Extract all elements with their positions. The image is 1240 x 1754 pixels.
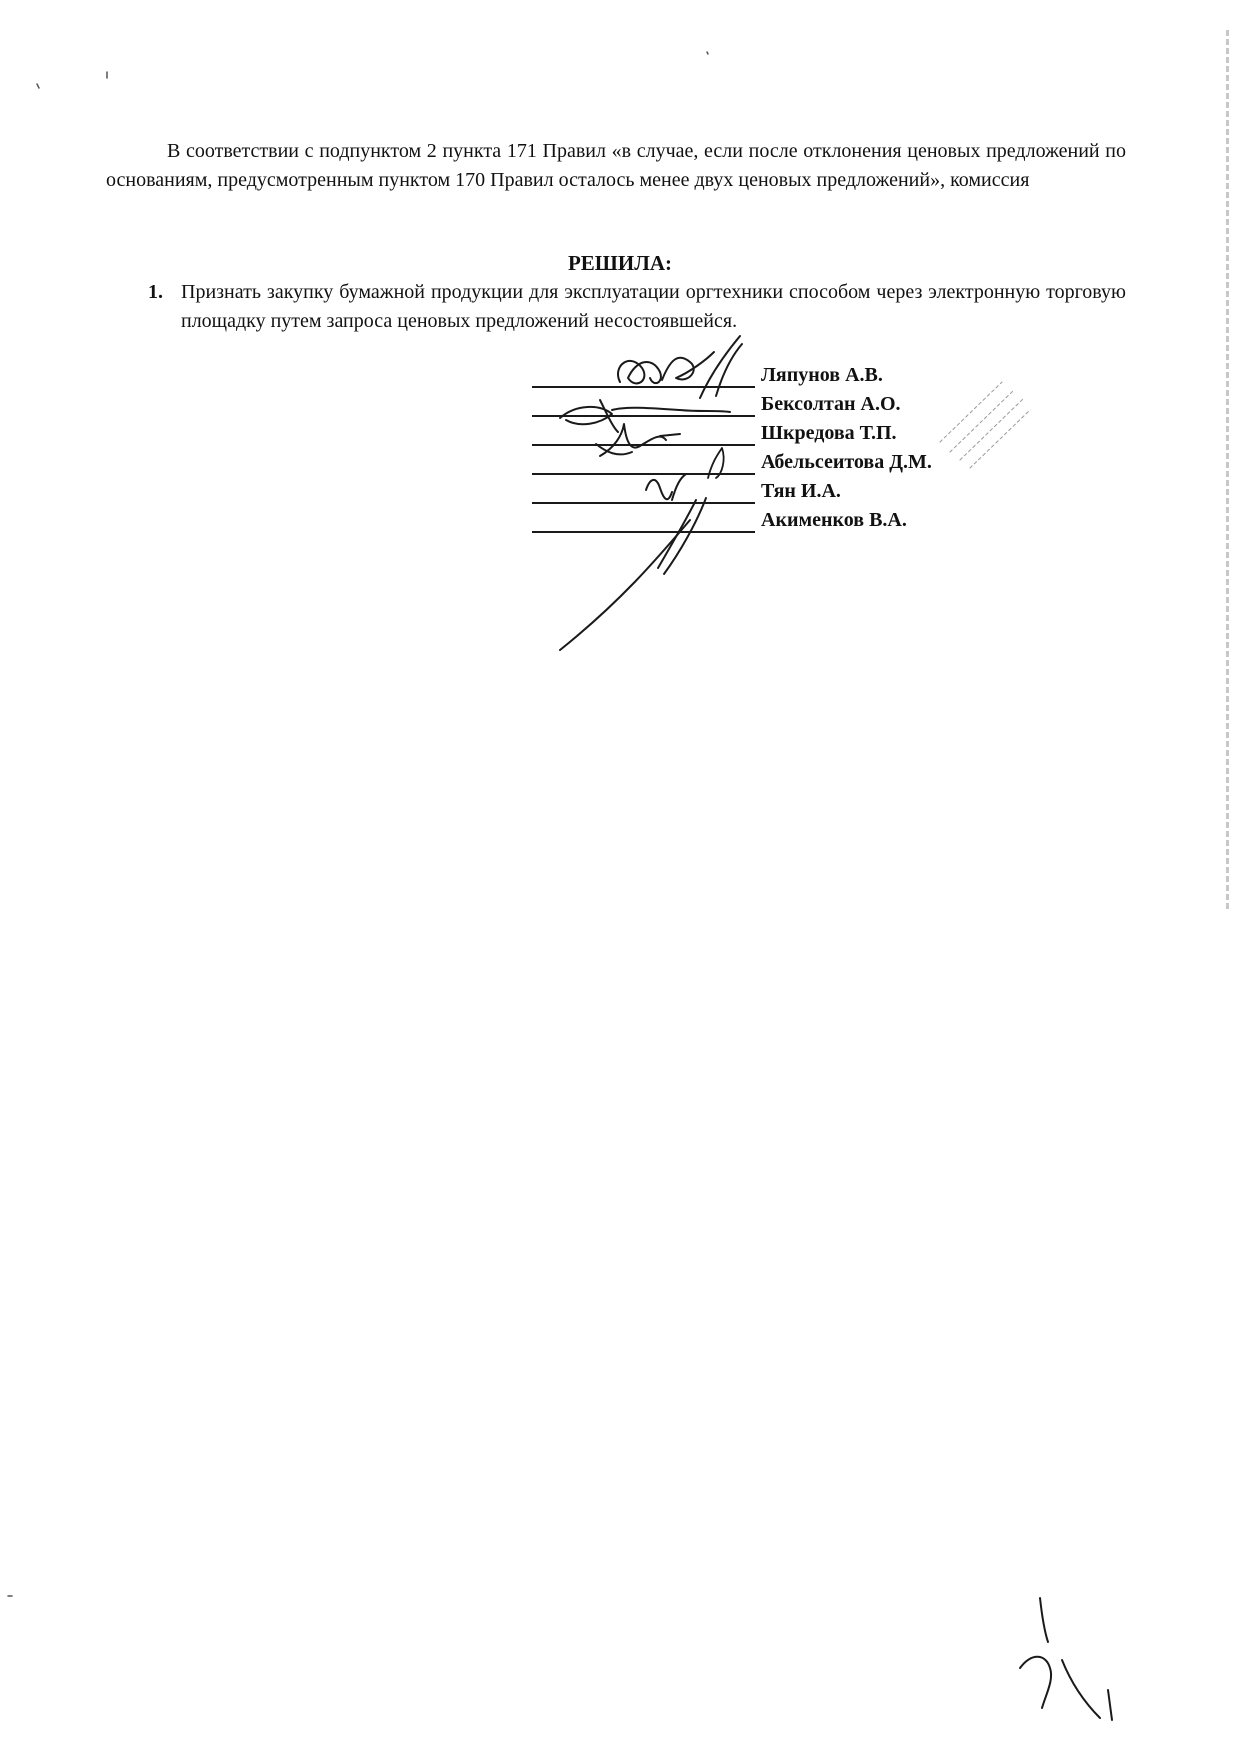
signature-row — [532, 362, 992, 391]
signature-line — [532, 415, 755, 417]
signature-line — [532, 502, 755, 504]
decision-heading: РЕШИЛА: — [567, 251, 673, 275]
signatory-name: Ляпунов А.В. — [761, 364, 883, 386]
decision-text: Признать закупку бумажной продукции для эксплуатации оргтехники способом через электронную торговую площадку путем запроса ценовых предложений несостоявшейся. — [181, 281, 1126, 332]
signature-line — [532, 444, 755, 446]
signature-row — [532, 391, 992, 420]
signature-line — [532, 473, 755, 475]
signature-line — [532, 531, 755, 533]
signature-row — [532, 507, 992, 536]
decision-item — [148, 278, 1126, 336]
signatory-name: Абельсеитова Д.М. — [761, 451, 932, 473]
body-paragraph: В соответствии с подпунктом 2 пункта 171 Правил «в случае, если после отклонения ценовых предложений по основаниям, предусмотренным пунктом 170 Правил осталось менее двух ценовых предложений», комиссия — [106, 140, 1126, 191]
corner-initial-mark — [1020, 1598, 1112, 1720]
signatory-name: Тян И.А. — [761, 480, 841, 502]
signatory-name: Бексолтан А.О. — [761, 393, 901, 415]
signatory-name: Шкредова Т.П. — [761, 422, 897, 444]
signature-row — [532, 449, 992, 478]
signature-row — [532, 420, 992, 449]
scan-edge-artifact — [1226, 30, 1229, 910]
signature-line — [532, 386, 755, 388]
signatory-name: Акименков В.А. — [761, 509, 907, 531]
signature-block — [532, 362, 992, 536]
decision-list — [148, 278, 1126, 336]
signature-row — [532, 478, 992, 507]
decision-number: 1. — [148, 281, 163, 303]
